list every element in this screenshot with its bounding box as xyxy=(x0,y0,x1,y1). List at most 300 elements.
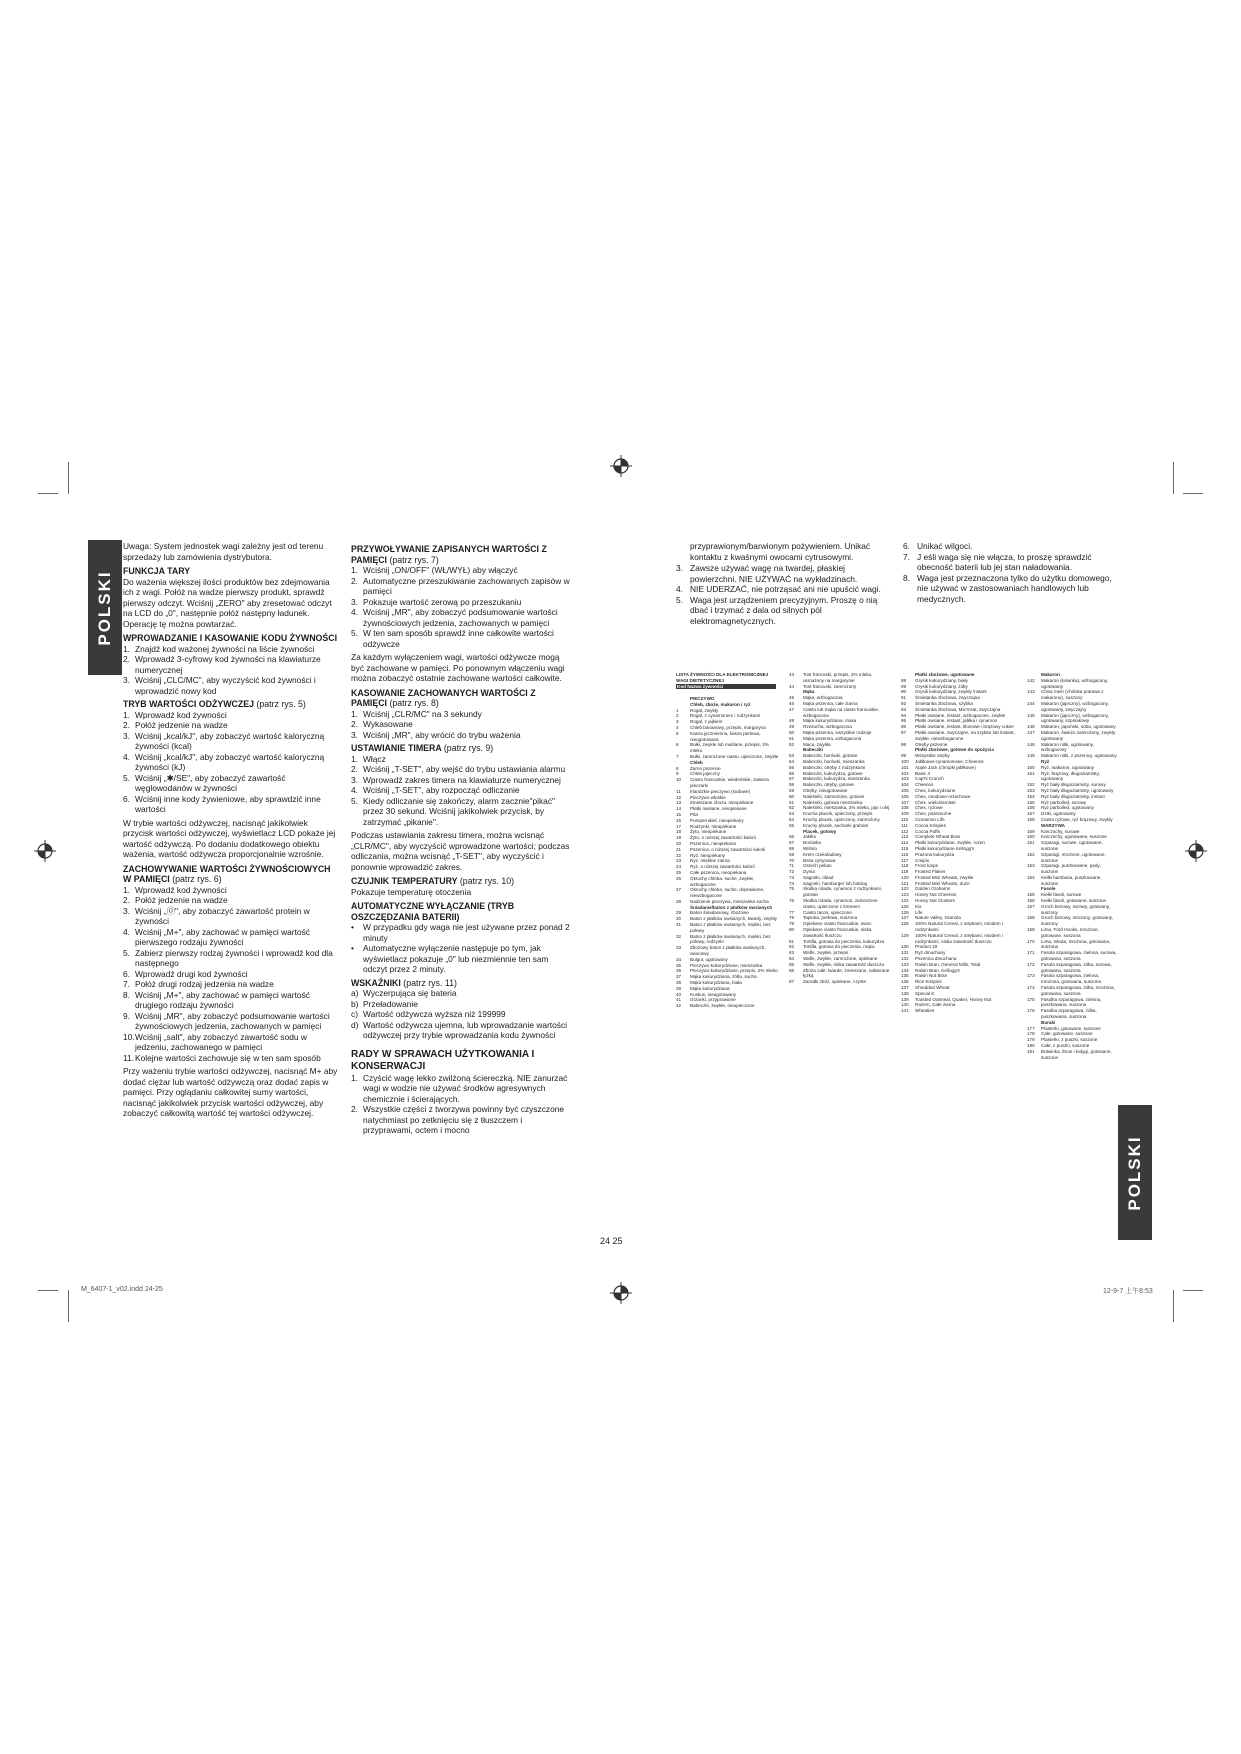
crop-mark xyxy=(38,1290,58,1291)
food-code: 92 xyxy=(901,700,907,706)
food-name: Babeczki, otręby z rodzynkami xyxy=(803,764,866,770)
food-name: Baton z płatków owsianych, miękki, bez polewy, rodzynki xyxy=(690,933,771,945)
food-name: Babeczki, kukurydza, mieszanka xyxy=(803,776,870,782)
food-code: 170 xyxy=(1027,938,1035,944)
page-25-column-1 xyxy=(676,541,891,629)
food-name: Mąka pszenna, całe ziarna xyxy=(803,700,858,706)
food-code: 3 xyxy=(676,719,679,725)
food-code: 44 xyxy=(789,683,795,689)
list-item: 2. Wprowadź 3-cyfrowy kod żywności na klawiaturze numerycznej xyxy=(123,654,321,675)
food-name: Baton śniadaniowy, zbożowe xyxy=(690,910,749,916)
food-code: 10 xyxy=(676,777,682,783)
food-name: Pieczywo kukurydziane, mieszanka xyxy=(690,962,763,968)
auto-off-bullets xyxy=(351,922,573,975)
list-item: 4. Wciśnij „M+", aby zachować w pamięci wartość pierwszego rodzaju żywności xyxy=(123,926,310,947)
food-name: Babeczki, kukurydza, gotowe xyxy=(803,770,863,776)
food-code: 115 xyxy=(901,845,909,851)
food-code: 131 xyxy=(901,950,909,956)
registration-mark-icon xyxy=(1185,840,1207,862)
food-code: 171 xyxy=(1027,950,1035,956)
nutrition-mode-text: W trybie wartości odżywczej, nacisnąć jakikolwiek przycisk wartości odżywczej, wyświetlacz LCD pokaże jej wartość odżywczą. Po dodaniu dodatkowego obiektu ważenia, wartość odżywcza proporcjonalnie wzrośnie. xyxy=(123,817,336,859)
food-name: Kruchy placek, upieczony, zamrożony xyxy=(803,816,880,822)
food-name: Żarno pszenne xyxy=(690,765,721,771)
food-code: 26 xyxy=(676,875,682,881)
food-code: 20 xyxy=(676,840,682,846)
food-name: 100% Natural Cereal, z otrębami, miodem i rodzynkami xyxy=(915,921,1003,933)
food-name: Dziki, ugotowany xyxy=(1041,811,1076,817)
food-code: 154 xyxy=(1027,793,1035,799)
list-item: 7. J eśli waga się nie włącza, to proszę sprawdzić obecność baterii lub jej stan naładowania. xyxy=(903,551,1092,572)
food-code: 82 xyxy=(789,944,795,950)
food-list-item xyxy=(1027,939,1119,951)
food-name: Honey Nut Clusters xyxy=(915,898,955,904)
food-code: 158 xyxy=(1027,816,1035,822)
food-code: 5 xyxy=(676,730,679,736)
food-code: 67 xyxy=(789,840,795,846)
food-name: Maca, zwykła xyxy=(803,741,831,747)
food-code: 31 xyxy=(676,922,682,928)
food-name: Dynia xyxy=(803,869,815,875)
food-name: Ciasto lub mąka na ciasto francuskie, wzbogacona xyxy=(803,706,880,718)
indicators-list xyxy=(351,988,573,1041)
food-code: 176 xyxy=(1027,1008,1035,1014)
food-name: Ryż, nieopiekany xyxy=(690,852,725,858)
food-name: Zbożowy baton z płatków owsianych, owocowy xyxy=(690,945,766,957)
food-list-item xyxy=(676,876,780,888)
timer-heading: USTAWIANIE TIMERA (patrz rys. 9) xyxy=(351,743,494,753)
food-code: 177 xyxy=(1027,1025,1035,1031)
intro-note: Uwaga: System jednostek wagi zależny jest od terenu sprzedaży lub zamówienia dystrybutora. xyxy=(123,541,324,562)
food-code: 110 xyxy=(901,816,909,822)
food-name: Szparagi, surowe, ugotowane, suszone xyxy=(1041,840,1103,851)
food-list-item xyxy=(1027,950,1119,962)
food-name: Makaron, japoński, soba, ugotowany xyxy=(1041,724,1116,730)
food-name: Karczochy, ugotowane, suszone xyxy=(1041,834,1107,840)
food-name: Fasolka szparagowa, zielona, puszkowana, suszona xyxy=(1041,996,1102,1008)
food-code: 66 xyxy=(789,834,795,840)
food-code: 152 xyxy=(1027,782,1035,788)
food-list-item xyxy=(676,742,780,754)
auto-off-heading: AUTOMATYCZNE WYŁĄCZANIE (TRYB OSZCZĘDZANIA BATERII) xyxy=(351,901,515,922)
food-name: Chleb xyxy=(690,759,703,765)
food-code: 121 xyxy=(901,880,909,886)
food-code: 164 xyxy=(1027,874,1035,880)
list-item: 3. Pokazuje wartość zerową po przeszukaniu xyxy=(351,596,522,607)
list-item: 3. Wciśnij „⓪", aby zobaczyć zawartość protein w żywności xyxy=(123,905,310,926)
food-code: 39 xyxy=(676,985,682,991)
food-name: Jabłko xyxy=(803,834,817,840)
crop-mark xyxy=(1183,493,1203,494)
food-code: 70 xyxy=(789,857,795,863)
food-name: Chleb, zboże, makaron i ryż xyxy=(690,701,751,707)
food-code: 54 xyxy=(789,758,795,764)
food-name: Ryż parboiled, ugotowany xyxy=(1041,805,1094,811)
food-list-item xyxy=(676,945,780,957)
care-continued-text: przyprawionym/barwionym pożywieniem. Unikać kontaktu z kwaśnymi owocami cytrusowymi. xyxy=(690,541,871,562)
food-name: Naleśniki, gotowa mieszanka xyxy=(803,799,863,805)
food-code: 62 xyxy=(789,805,795,811)
list-item: 1. Włącz xyxy=(351,753,386,764)
food-code: 17 xyxy=(676,823,682,829)
care-steps-end xyxy=(903,541,1118,604)
page-24-column-1 xyxy=(123,541,338,1123)
list-item: 4. NIE UDERZAĆ, nie potrząsać ani nie upuścić wagi. xyxy=(676,584,881,594)
food-code: 9 xyxy=(676,771,679,777)
food-list-item xyxy=(1027,852,1119,864)
food-list-title-block xyxy=(676,672,776,689)
food-code: 174 xyxy=(1027,985,1035,991)
food-name: Chex, miodowo-orzechowe xyxy=(915,793,971,799)
food-name: Kiełki bambusa, puszkowane, suszone xyxy=(1041,874,1102,886)
food-list-item xyxy=(1027,1008,1119,1020)
food-name: Śmietanka zbożowa, Mix'n'eat, zwyczajna xyxy=(915,706,1001,712)
crop-mark xyxy=(68,462,69,494)
food-name: Szparagi, puszkowane, pędy, suszone xyxy=(1041,863,1101,875)
food-code: 145 xyxy=(1027,712,1035,718)
food-list-item xyxy=(1027,713,1119,725)
food-code: 91 xyxy=(901,695,907,701)
food-name: Frosted Mini Wheats, duże xyxy=(915,880,970,886)
food-code: 47 xyxy=(789,706,795,712)
food-name: Groch bezowy, surowy, gotowany, suszony xyxy=(1041,903,1110,915)
food-code: 2 xyxy=(676,713,679,719)
list-item: 1. Wprowadź kod żywności xyxy=(123,709,227,720)
food-name: Basic 4 xyxy=(915,770,931,776)
list-item: 6. Unikać wilgoci. xyxy=(903,541,973,551)
care-steps-continued xyxy=(676,563,891,626)
food-name: Mąka pszenna, wzbogacona xyxy=(803,735,862,741)
food-code: 13 xyxy=(676,800,682,806)
food-name: Raisin Bran, Kellogg's xyxy=(915,967,960,973)
food-name: Rice Krispies xyxy=(915,979,942,985)
food-list-item xyxy=(1027,973,1119,985)
temperature-text: Pokazuje temperaturę otoczenia xyxy=(351,886,472,897)
list-item: 4. Wciśnij „kcal/kJ", aby zobaczyć wartość kaloryczną żywności (kJ) xyxy=(123,751,325,772)
food-code: 81 xyxy=(789,938,795,944)
food-name: Lima, Ford Hooks, mrożone, gotowane, suszona xyxy=(1041,927,1099,938)
food-name: Baton z płatków owsianych, miękki, bez polewy xyxy=(690,922,771,933)
list-item: b) Przeładowanie xyxy=(351,998,418,1009)
food-code: 69 xyxy=(789,851,795,857)
memory-recall-steps xyxy=(351,565,573,649)
food-name: Tapioka, perłowa, suszona xyxy=(803,915,858,921)
nutrition-mode-steps xyxy=(123,710,338,815)
food-name: Babeczki, zwykłe, nieupieczone xyxy=(690,1003,755,1009)
food-name: Baton z płatków owsianych, twardy, zwykły xyxy=(690,916,777,922)
food-code: 173 xyxy=(1027,973,1035,979)
list-item: 2. Automatyczne przeszukiwanie zachowanych zapisów w pamięci xyxy=(351,575,570,596)
food-name: Mąka pszenna, wszystkie rodzaje xyxy=(803,729,872,735)
food-code: 101 xyxy=(901,764,909,770)
food-name: Ryż, o niższej zawartości kalorii xyxy=(690,864,755,870)
food-code: 119 xyxy=(901,869,909,875)
food-code: 159 xyxy=(1027,828,1035,834)
food-code: 157 xyxy=(1027,811,1035,817)
food-code: 94 xyxy=(901,712,907,718)
food-name: Fasolka szparagowa, żółta, puszkowana, suszona xyxy=(1041,1008,1097,1020)
food-name: Fasole xyxy=(1041,886,1056,892)
food-code: 96 xyxy=(901,724,907,730)
food-name: Bulgur, ugotowany xyxy=(690,956,728,962)
food-name: Opiekane ciasto francuskie, niska zawartość tłuszczu xyxy=(803,927,872,938)
food-list-item xyxy=(1027,678,1119,690)
food-name: Orzech pekan xyxy=(803,863,832,869)
food-name: Naleśniki, zamrożone, gotowe xyxy=(803,793,865,799)
food-name: Krucha placek, upieczony, przepis xyxy=(803,811,873,817)
food-name: Rogal, z jajkiem xyxy=(690,719,723,725)
food-code: 41 xyxy=(676,997,682,1003)
food-code: 99 xyxy=(901,753,907,759)
food-list-item xyxy=(676,922,780,934)
food-code: 106 xyxy=(901,793,909,799)
food-name: Chow mein (chińska potrawa z makaronu), suszony xyxy=(1041,689,1104,701)
list-item: 11. Kolejne wartości zachowuje się w ten sam sposób xyxy=(123,1052,321,1063)
food-code: 133 xyxy=(901,961,909,967)
food-code: 50 xyxy=(789,729,795,735)
food-code: 142 xyxy=(1027,677,1035,683)
food-name: Grysik kukurydziany, biały xyxy=(915,677,968,683)
food-code: 127 xyxy=(901,915,909,921)
food-code: 137 xyxy=(901,985,909,991)
food-code: 146 xyxy=(1027,724,1035,730)
list-item: 1. Wciśnij „CLR/MC" na 3 sekundy xyxy=(351,708,482,719)
food-list-column-b xyxy=(789,672,892,985)
food-name: Chleb bananowy, przepis, margaryna xyxy=(690,724,766,730)
food-code: 175 xyxy=(1027,996,1035,1002)
registration-mark-icon xyxy=(34,840,56,862)
food-name: Okruchy chleba, suche, doprawione, niewzbogacone xyxy=(690,887,765,899)
food-name: Grzanki, przyprawione xyxy=(690,997,736,1003)
food-code: 116 xyxy=(901,851,909,857)
indicators-heading: WSKAŹNIKI (patrz rys. 11) xyxy=(351,977,457,988)
crop-mark xyxy=(1183,1290,1203,1291)
food-code: 76 xyxy=(789,898,795,904)
food-code: 117 xyxy=(901,857,909,863)
food-name: WARZYWA xyxy=(1041,822,1065,828)
food-code: 165 xyxy=(1027,892,1035,898)
food-code: 73 xyxy=(789,874,795,880)
food-code: 30 xyxy=(676,916,682,922)
food-code: 33 xyxy=(676,945,682,951)
food-list-item xyxy=(1027,985,1119,997)
list-item: 1. Znajdź kod ważonej żywności na liście żywności xyxy=(123,643,315,654)
food-list-item xyxy=(789,898,892,910)
food-code: 125 xyxy=(901,903,909,909)
food-code: 90 xyxy=(901,689,907,695)
food-list-item xyxy=(1027,771,1119,783)
food-code: 84 xyxy=(789,956,795,962)
food-code: 75 xyxy=(789,886,795,892)
food-code-steps xyxy=(123,644,338,697)
food-name: Toasted Oatmeal, Quaker, Honey Nut xyxy=(915,996,992,1002)
food-list-item xyxy=(789,707,892,719)
food-name: Babeczki, borówki, mieszanka xyxy=(803,758,865,764)
food-code: 162 xyxy=(1027,851,1035,857)
list-item: • Automatyczne wyłączenie następuje po tym, jak wyświetlacz pokazuje „0" lub niezmiennie ten sam odczyt przez 2 minuty. xyxy=(351,943,549,974)
food-name: Makaron (kolanka), wzbogacony, ugotowany xyxy=(1041,677,1109,689)
food-name: Otręby pszenne xyxy=(915,741,948,747)
list-item: 1. Czyścić wagę lekko zwilżoną ściereczką. NIE zanurzać wagi w wodzie nie używać środków agresywnych chemicznie i ścierających. xyxy=(351,1072,568,1104)
food-name: Płatki owsiane, nieopiekane xyxy=(690,806,747,812)
food-name: Kasza jęczmienna, kasza perłowa, nieugotowana xyxy=(690,730,761,742)
food-name: Froot loops xyxy=(915,863,938,869)
food-code: 97 xyxy=(901,729,907,735)
food-code: 149 xyxy=(1027,753,1035,759)
food-code: 120 xyxy=(901,874,909,880)
food-list-item xyxy=(1027,701,1119,713)
footer-date: 12-9-7 上午8:53 xyxy=(1103,1288,1153,1295)
food-list-item xyxy=(1027,997,1119,1009)
food-name: Cocoa Puffs xyxy=(915,828,940,834)
memory-save-steps xyxy=(123,885,338,1064)
list-item: a) Wyczerpująca się bateria xyxy=(351,988,457,998)
food-code: 7 xyxy=(676,753,679,759)
food-list-title: LISTA ŻYWNOŚCI DLA ELEKTRONICZNEJ WAGI DIETETYCZNEJ xyxy=(676,672,769,683)
food-name: Mąka kukurydziana, biała xyxy=(690,980,742,986)
list-item: d) Wartość odżywcza ujemna, lub wprowadzanie wartości odżywczej przy trybie wprowadzania kodu żywności xyxy=(351,1019,568,1040)
registration-mark-icon xyxy=(610,1282,632,1304)
list-item: 5. Wciśnij „✱/SE", aby zobaczyć zawartość węglowodanów w żywności xyxy=(123,772,286,793)
food-code: 68 xyxy=(789,845,795,851)
food-name: Beza cytrynowa xyxy=(803,857,836,863)
nutrition-mode-heading: TRYB WARTOŚCI ODŻYWCZEJ (patrz rys. 5) xyxy=(123,699,306,709)
food-name: Grysik kukurydziany, żółty xyxy=(915,683,968,689)
food-name: Kruchy placek, sucharki graham xyxy=(803,822,869,828)
food-name: Makaron nitki, z pszenicy, ugotowany xyxy=(1041,753,1117,759)
food-name: Wafle, zwykłe, zamrożone, opiekane xyxy=(803,956,878,962)
food-list-column-d xyxy=(1027,672,1119,1060)
food-code: 123 xyxy=(901,892,909,898)
food-name: Babeczki xyxy=(803,747,823,753)
food-code: 122 xyxy=(901,886,909,892)
food-name: Całe, z puszki, suszone xyxy=(1041,1043,1090,1048)
food-code: 65 xyxy=(789,822,795,828)
food-name: Sagonki, hamburger lub hotdog xyxy=(803,880,868,886)
food-name: Sagonki, obiad xyxy=(803,874,834,880)
list-item: 3. Wciśnij „kcal/kJ", aby zobaczyć wartość kaloryczną żywności (kcal) xyxy=(123,730,325,751)
food-name: Fasola szparagowa, żółta, mrożona, gotowana, suszona xyxy=(1041,985,1115,996)
food-name: Chex, wieloziarniste xyxy=(915,799,956,805)
food-list-item xyxy=(1027,863,1119,875)
food-name: Tortilla, gotowa do pieczenia, mąka xyxy=(803,944,875,950)
food-code: 148 xyxy=(1027,741,1035,747)
food-code: 179 xyxy=(1027,1037,1035,1043)
food-code: 108 xyxy=(901,805,909,811)
food-name: Naleśniki, mieszanka, 2% mleko, jajo i olej xyxy=(803,805,890,811)
food-code: 88 xyxy=(901,677,907,683)
list-item: c) Wartość odżywcza wyższa niż 199999 xyxy=(351,1009,506,1019)
food-name: Fasola szparagowa, żółta, surowa, gotowana, suszona xyxy=(1041,961,1112,973)
food-code: 29 xyxy=(676,910,682,916)
food-name: Crispix xyxy=(915,857,930,863)
food-list-item xyxy=(901,730,1019,742)
food-list-item xyxy=(676,777,780,789)
list-item: 5. Kiedy odliczanie się zakończy, alarm zacznie"pikać" przez 30 sekund. Wciśnij jakikolwiek przycisk, by zatrzymać „pikanie". xyxy=(351,795,555,827)
food-list-column-c xyxy=(901,672,1019,1014)
food-list-item xyxy=(1027,840,1119,852)
food-name: Chex, ryżowe xyxy=(915,805,943,811)
food-code: 53 xyxy=(789,753,795,759)
food-name: Wszystkie otręby xyxy=(915,753,950,759)
food-list-item xyxy=(901,933,1019,945)
food-code: 160 xyxy=(1027,834,1035,840)
crop-mark xyxy=(1173,1290,1174,1322)
food-code: 155 xyxy=(1027,799,1035,805)
tare-text: Do ważenia większej ilości produktów bez zdejmowania ich z wagi. Połóż na wadze pierwszy produkt, sprawdź pierwszy odczyt. Wciśnij „ZERO" aby zresetować odczyt na LCD do „0", następnie połóż następny ładunek. Operację tę można powtarzać. xyxy=(123,576,332,629)
food-name: Nature Valley, Granola xyxy=(915,915,961,921)
food-code: 102 xyxy=(901,770,909,776)
food-list-item xyxy=(676,1003,780,1009)
list-item: 2. Połóż jedzenie na wadze xyxy=(123,895,228,905)
food-name: Rogal, z cynamonem i rodzynkami xyxy=(690,713,761,719)
timer-steps xyxy=(351,754,573,828)
food-code: 42 xyxy=(676,1003,682,1009)
list-item: 6. Wprowadź drugi kod żywności xyxy=(123,968,248,979)
food-name: Płatki owsiane, instant, klonowe i brązowy cukier xyxy=(915,724,1015,730)
food-name: Nadzienie pieczywa, mieszanka sucha xyxy=(690,898,769,904)
food-name: Mąka xyxy=(803,689,815,695)
food-name: Zboża całe: twarde, zmieszane, nabierane łyżką xyxy=(803,967,890,979)
food-code: 105 xyxy=(901,787,909,793)
crop-mark xyxy=(1173,462,1174,494)
food-name: Ryż dmuchany xyxy=(915,950,946,956)
food-code: 11 xyxy=(676,788,681,794)
food-name: Pita xyxy=(690,811,698,817)
food-name: Complete Wheat Bran xyxy=(915,834,961,840)
footer-file-info: M_6407-1_v02.indd 24-25 xyxy=(81,1286,163,1293)
food-name: Śniadanie/baton z płatków owsianych xyxy=(690,904,773,910)
language-tab-left xyxy=(88,540,122,675)
food-list-item xyxy=(1027,962,1119,974)
food-name: Ryż, brązowy, długoziarnisty, ugotowany xyxy=(1041,770,1100,782)
food-name: Rażem, Całe ziarna xyxy=(915,1002,956,1008)
food-name: Krem czekoladowy xyxy=(803,851,842,857)
food-name: Ryż biały długoziarnisty, ugotowany xyxy=(1041,787,1114,793)
food-code: 36 xyxy=(676,968,682,974)
food-code: 55 xyxy=(789,764,795,770)
food-code: 134 xyxy=(901,967,909,973)
food-code: 161 xyxy=(1027,840,1035,846)
food-name: Pszenica, o niższej zawartości kalorii xyxy=(690,846,766,852)
food-list-item xyxy=(901,921,1019,933)
tare-heading: FUNKCJA TARY xyxy=(123,566,191,576)
food-code: 77 xyxy=(789,909,795,915)
food-code: 4 xyxy=(676,724,679,730)
food-code-heading: WPROWADZANIE I KASOWANIE KODU ŻYWNOŚCI xyxy=(123,633,338,643)
food-code: 124 xyxy=(901,898,909,904)
food-list-item xyxy=(789,927,892,939)
food-name: Jabłkowo-cynamonowe, Cheerios xyxy=(915,758,984,764)
food-code: 79 xyxy=(789,921,795,927)
food-code: 61 xyxy=(789,799,795,805)
food-name: Apple Jack (chrupki jabłkowe) xyxy=(915,764,976,770)
food-name: Babeczki, otręby, gotowe xyxy=(803,782,854,788)
food-code: 147 xyxy=(1027,729,1035,735)
food-code: 98 xyxy=(901,741,907,747)
food-name: Płatki zbożowe, gotowe do spożycia xyxy=(915,747,994,753)
food-list-item xyxy=(1027,915,1119,927)
food-name: Płatki owsiane, zwyczajne, na szybko lub instant, zwykłe, niewzbogacone xyxy=(915,729,1015,741)
food-code: 132 xyxy=(901,956,909,962)
food-list-item xyxy=(676,731,780,743)
food-name: 100% Natural Cereal, z otrębami, miodem i rodzynkami, niska zawartość tłuszczu xyxy=(915,932,1003,944)
food-code: 104 xyxy=(901,782,909,788)
food-name: Chex, kukurydziane xyxy=(915,787,956,793)
food-code: 130 xyxy=(901,944,909,950)
food-name: Mąka kukurydziana, żółta, sucha xyxy=(690,974,757,980)
food-code: 85 xyxy=(789,961,795,967)
food-list-item xyxy=(1027,730,1119,742)
